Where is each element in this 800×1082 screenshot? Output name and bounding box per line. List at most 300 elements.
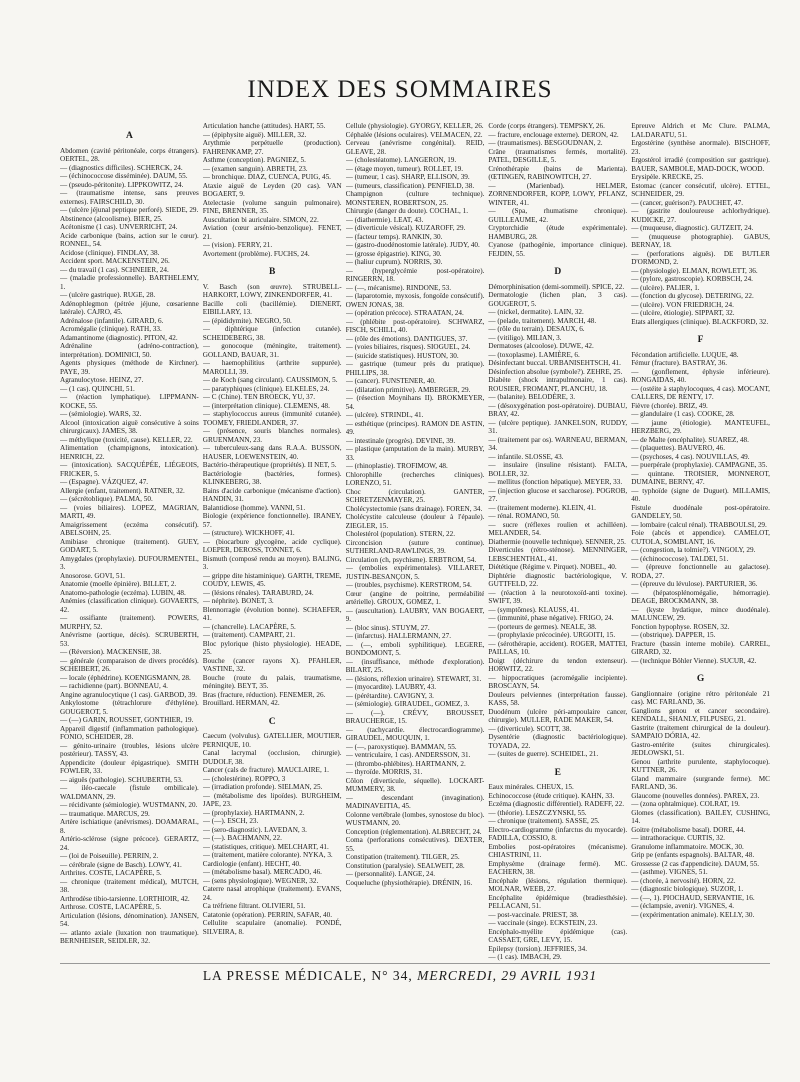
index-entry: Diphtérie diagnostic bactériologique, V. GUTTFELD, 22.: [488, 571, 628, 588]
index-entry: Bains d'acide carbonique (mécanisme d'action). HANDIN, 31.: [202, 486, 342, 503]
index-entry: Ganglions genou et cancer secondaire). KENDALL, SHANLY, FILPUSEG, 21.: [631, 706, 770, 723]
index-entry: Circoncision (suture continue). SUTHERLAND-RAWLINGS, 39.: [345, 538, 485, 555]
index-entry: V. Basch (son œuvre). STRUBELL-HARKORT, LOWY, ZINKENDORFER, 41.: [202, 282, 342, 299]
index-entry: — (pérétardite). CAVIGNY, 3.: [345, 691, 434, 700]
index-entry: Alcool (intoxication aiguë consécutive à soins chirurgicaux). JAMES, 38.: [60, 418, 199, 435]
index-entry: — rénal. ROMANO, 50.: [488, 512, 560, 520]
index-entry: Abdomen (cavité péritonéale, corps étrangers). OERTEL, 28.: [60, 146, 199, 163]
index-entry: — (cholestéatome). LANGERON, 19.: [345, 156, 457, 164]
index-entry: — (thrombo-phlébites). HARTMANN, 2.: [345, 759, 466, 768]
index-entry: Cyanose (pathogénie, importance clinique). FEJDIN, 55.: [488, 241, 628, 258]
index-entry: — (obstrique). DAPPER, 15.: [631, 631, 716, 639]
index-entry: Gastrite (traitement chirurgical de la douleur). SAMPAIO DÓRIA, 42.: [631, 723, 770, 740]
index-entry: Encéphale (lésions, régulation thermique). MOLNAR, WEEB, 27.: [488, 876, 628, 893]
index-entry: — (ulcère, étiologie). SIPPART, 32.: [631, 309, 735, 317]
index-entry: Fistule duodénale post-opératoire. GANDELEY, 50.: [631, 503, 770, 520]
index-entry: — (traitement, matière colorante). NYKA, 3.: [202, 851, 333, 859]
index-entry: Ganglionnaire (origine rétro péritonéale 21 cas). MC FARLAND, 36.: [631, 689, 770, 706]
index-entry: Fièvre (chorée). BRIZ, 49.: [631, 401, 708, 410]
index-entry: — (chorée, à nervosité). HORN, 22.: [631, 876, 736, 885]
index-entry: — (métabolisme basal). MERCADO, 46.: [202, 868, 322, 876]
index-entry: — bronchique. DIAZ, CUENCA, PUIG, 45.: [202, 173, 331, 181]
index-entry: — (rôle du terrain). DESAUX, 6.: [488, 325, 585, 333]
section-letter: C: [268, 716, 276, 727]
index-entry: — (résection Moynihans II). BROKMEYER, 54.: [345, 394, 485, 411]
index-entry: Adénophlegmon (pétrée jéjune, cœsarienne latérale). CAJRO, 45.: [60, 299, 199, 316]
index-entry: Cancer (cals de fracture). MAUCLAIRE, 1.: [202, 766, 329, 774]
index-entry: — (ulcère gastrique). RUGE, 28.: [60, 291, 156, 299]
index-entry: Catatonie (opération). PERRIN, SAFAR, 40.: [202, 910, 333, 919]
index-entry: — (vision). FERRY, 21.: [202, 241, 273, 249]
index-entry: — (haliur cuprum). NORRIS, 30.: [345, 258, 443, 266]
index-column: [60, 122, 199, 964]
index-entry: — (gastro-duodénostomie latérale). JUDY, 40.: [345, 241, 480, 249]
index-entry: — haemophilitius (arthrite suppurée). MAROLLI, 39.: [202, 359, 342, 376]
index-entry: — (vitiligo). MILIAN, 3.: [488, 333, 562, 342]
index-entry: — (—, paroxystique). BAMMAN, 55.: [345, 742, 457, 751]
index-entry: — (sérothérapie, accident). ROGER, MATTEI, PAILLAS, 10.: [488, 639, 628, 656]
index-column: [488, 122, 627, 964]
index-entry: Ca tréfriene filtrant. OLIVIERI, 51.: [202, 902, 306, 910]
index-entry: Atelectasie (volume sanguin pulmonaire). FINE, BRENNER, 35.: [202, 198, 342, 215]
index-entry: — (Espagne). VÁZQUEZ, 47.: [60, 478, 149, 486]
index-entry: Adamantinome (diagnostic). PITON, 42.: [60, 333, 178, 342]
index-entry: — intestinale (progrès). DEVINE, 39.: [345, 436, 456, 445]
index-entry: — (sécrétoblique). PALMA, 50.: [60, 495, 153, 503]
index-entry: — (diagnostic biologique). SUZOR, 1.: [631, 885, 744, 893]
index-entry: Glomes (classification). BAILEY, CUSHING, 14.: [631, 808, 770, 825]
index-entry: Fonction hypophyse. ROSEN, 32.: [631, 622, 730, 631]
index-entry: — (sero-diagnostic). LAVEDAN, 3.: [202, 825, 307, 834]
index-entry: Epilepsy (torsion). JEFFRIES, 34.: [488, 944, 588, 953]
index-entry: Glaucome (nouvelles données). PAREX, 23.: [631, 791, 760, 800]
index-entry: — (injection glucose et saccharose). POGROB, 27.: [488, 486, 628, 503]
index-entry: Dermatoses (alcoolose). DUWE, 42.: [488, 342, 594, 350]
index-entry: — (gastrite douloureuse achlorhydrique). KUDICKE, 27.: [631, 207, 770, 224]
index-entry: — rachidienne (part). BONNEAU, 4.: [60, 682, 168, 690]
index-entry: — (technique Böhler Vienne). SUCUR, 42.: [631, 656, 757, 665]
index-entry: Embolies post-opératoires (mécanisme). CHIASTRINI, 11.: [488, 842, 628, 859]
index-entry: — (zona ophtalmique). COLRAT, 19.: [631, 800, 740, 808]
index-entry: — (échinococcose). TALDEI, 51.: [631, 554, 729, 563]
index-entry: Granulome inflammatoire. MOCK, 30.: [631, 842, 744, 851]
index-entry: — générale (comparaison de divers procédés). SCHEIBERT, 26.: [60, 656, 199, 673]
index-entry: — (prophylaxie). HARTMANN, 2.: [202, 808, 305, 817]
index-entry: — (ulcère jéjunal peptique perforé). SIEDE, 29.: [60, 206, 199, 214]
index-entry: — (—, emboli syphilitique). LEGERE, BONDOMONT, 5.: [345, 640, 485, 657]
index-entry: — (statistiques, critique). MELCHART, 41.: [202, 842, 329, 851]
index-entry: — (bloc sinus). STUYM, 27.: [345, 623, 430, 632]
index-entry: Encéphalo-myélite épidémique (cas). CASSAET, GRE, LEVY, 15.: [488, 927, 628, 944]
index-entry: — (loi de Poiseuille). PERRIN, 2.: [60, 852, 159, 860]
index-entry: — (réaction à la neurotoxoïd-anti toxine). SWIFT, 39.: [488, 588, 628, 605]
index-entry: — (sémiologie). WARS, 32.: [60, 410, 142, 418]
index-entry: Ergostérol irradié (composition sur gastrique). BAUER, SAMBOLE, MAD-DOCK, WOOD.: [631, 156, 770, 173]
index-entry: — (hyperglycémie post-opératoire). RINGERRN, 18.: [345, 266, 485, 283]
index-entry: Acromégalie (clinique). RATH, 33.: [60, 325, 162, 333]
index-entry: — puerpérale (prophylaxie). CAMPAGNE, 35.: [631, 461, 768, 469]
index-entry: Eaux minérales. CHEUX, 15.: [488, 783, 574, 791]
index-entry: — (symptômes). KLAUSS, 41.: [488, 605, 580, 614]
index-entry: Corde (corps étrangers). TEMPSKY, 26.: [488, 122, 605, 130]
index-entry: Anatomo-pathologie (eczéma). LUBIN, 48.: [60, 588, 186, 597]
index-entry: — (traumatisme intense, sans preuves externes). FAIRSCHILD, 30.: [60, 189, 199, 206]
index-entry: — (congestion, la tolmie?). VINGOLY, 29.: [631, 546, 756, 554]
index-entry: Constitution (paralysie). SEALWEIT, 28.: [345, 861, 465, 870]
index-entry: — grippe dite histaminique). GARTH, TREME, COUDY, LEWIS, 45.: [202, 571, 342, 588]
index-entry: — néphrite). BONET, 3.: [202, 597, 274, 605]
index-entry: Biologie (expérience fonctionnelle). IRANEY, 57.: [202, 512, 342, 529]
index-entry: — (auscultation). LAUBRY, VAN BOGAERT, 9.: [345, 606, 485, 623]
index-entry: Foie (abcès et appendice). CAMELOT, CUTOLA, SOMBLANT, 16.: [631, 529, 770, 546]
index-entry: — (grosse épigastrie). KING, 30.: [345, 249, 442, 258]
index-entry: — (maladie professionnelle). BARTHELEMY, 1.: [60, 274, 199, 291]
index-entry: — (examen sanguin). ABRETH, 23.: [202, 164, 308, 173]
index-entry: — mellitus (fonction hépatique). MEYER, 33.: [488, 478, 623, 486]
index-entry: — thyroïde. MORRIS, 31.: [345, 768, 423, 776]
index-entry: Caterre nasal atrophique (traitement). EVANS, 24.: [202, 885, 342, 902]
index-entry: — lombaire (calcul rénal). TRABBOULSI, 29.: [631, 520, 767, 529]
index-entry: Côlon (diverticule, séquelle). LOCKART-MUMMERY, 38.: [345, 776, 485, 793]
index-entry: Constipation (traitement). TILGER, 25.: [345, 853, 460, 861]
index-entry: Anémies (classification clinique). GOVAERTS, 42.: [60, 597, 199, 614]
index-entry: — (expérimentation animale). KELLY, 30.: [631, 910, 755, 919]
index-entry: Amaigrissement (eczéma consécutif). ABELSOHN, 25.: [60, 520, 199, 537]
index-entry: — fracture, enclouage externe). DERON, 42.: [488, 130, 619, 139]
index-entry: Coqueluche (physiothérapie). DRÉNIN, 16.: [345, 878, 473, 887]
page-title: INDEX DES SOMMAIRES: [247, 76, 553, 103]
index-entry: Dysentérie (diagnostic bactériologique). TOYADA, 22.: [488, 733, 628, 750]
index-entry: — vaccinale (singe). ECKSTEIN, 23.: [488, 919, 598, 927]
index-entry: Auscultation bi auriculaire. SIMON, 22.: [202, 215, 319, 224]
index-entry: Abstinence (alcoolisme). BIER, 25.: [60, 214, 163, 223]
index-entry: Acétonisme (1 cas). UNVERRICHT, 24.: [60, 223, 178, 231]
index-entry: — (irradiation profonde). SIELMAN, 25.: [202, 783, 323, 791]
index-entry: Chlorophille (recherches cliniques). LORENZO, 51.: [345, 470, 485, 487]
index-entry: — (traitement moderne). KLEIN, 41.: [488, 503, 596, 512]
index-entry: — (traitement). CAMPART, 21.: [202, 631, 295, 639]
page-footer: [0, 968, 800, 984]
index-entry: — (théorie). LESZCZYNSKI, 55.: [488, 808, 587, 817]
index-entry: — (physiologie). ELMAN, ROWLETT, 36.: [631, 266, 758, 275]
index-entry: — (—). CRÉVY, BROUSSET, BRAUCHERGE, 15.: [345, 708, 485, 725]
index-entry: — (tumeurs, classification). PENFIELD, 38.: [345, 181, 475, 190]
index-entry: Cellulite scapulaire (anomalie). PONDÉ, SILVEIRA, 8.: [202, 919, 342, 936]
index-entry: Bras (fracture, réduction). FENEMER, 26.: [202, 690, 326, 699]
index-entry: — (—). BACHMANN, 22.: [202, 834, 282, 842]
index-entry: — (porteurs de germes). NEALE, 38.: [488, 622, 597, 631]
index-entry: Adrénalose (infantile). GIRARD, 6.: [60, 316, 164, 325]
index-entry: — (perforations aiguës). DE BUTLER D'ORMOND, 2.: [631, 249, 770, 266]
index-entry: — (épreuve du lévulose). PARTURIER, 36.: [631, 580, 758, 588]
index-entry: — (chancrelle). LACAPÈRE, 5.: [202, 622, 296, 631]
index-entry: — (traumatismes). BESGOUDNAN, 2.: [488, 139, 603, 147]
index-entry: — (épididymite). NEGRO, 50.: [202, 316, 292, 325]
index-entry: — (épreuve fonctionnelle au galactose). RODA, 27.: [631, 563, 770, 580]
index-entry: Diététique (Régime v. Pirquet). NOBEL, 40.: [488, 563, 617, 571]
index-entry: Aviation (cœur arsénio-benzolique). FENET, 21.: [202, 224, 342, 241]
index-entry: — génito-urinaire (troubles, lésions ulcère postérieur). TASSY, 43.: [60, 741, 199, 758]
index-entry: Cellule (physiologie). GYORGY, KELLER, 26.: [345, 122, 484, 130]
index-entry: — (désoxygénation post-opératoire). DUBIAU, BRAY, 42.: [488, 401, 628, 418]
index-column: [631, 122, 770, 964]
index-entry: Artério-sclérose (signe précoce). GERARTZ, 24.: [60, 835, 199, 852]
index-entry: Erysipèle. KRECKE, 25.: [631, 173, 704, 181]
index-entry: Bactério-thérapeutique (propriétés). II NET, 5.: [202, 461, 337, 469]
index-entry: — (métabolisme des lipoïdes). BURGHEIM, JAPE, 23.: [202, 791, 342, 808]
index-entry: — hippocratiques (acromégalie incipiente). BROSCAYN, 54.: [488, 673, 628, 690]
section-letter: F: [697, 335, 704, 345]
index-entry: — (réaction lymphatique). LIPPMANN-KOCKE, 55.: [60, 393, 199, 410]
index-entry: — staphylococcus aureus (immunité cutanée). TOOMEY, FRIEDLANDER, 37.: [202, 410, 342, 427]
index-entry: — plastique (amputation de la main). MURBY, 33.: [345, 445, 485, 462]
index-entry: Diabète (shock intrapulmonaire, 1 cas). ROUSIER, FROMANT, PLANCHU, 18.: [488, 376, 628, 393]
index-entry: Acidose (clinique). FINDLAY, 38.: [60, 248, 160, 257]
index-entry: Cryptorchidie (étude expérimentale). HAMBURG, 28.: [488, 224, 628, 241]
index-entry: Champignon (culture technique). MONSTEREN, ROBERTSON, 25.: [345, 190, 485, 207]
index-entry: — (lésions rénales). TARABURD, 24.: [202, 588, 314, 597]
index-entry: — (hépatosplénomégalie, hémorragie). DEAGE, BROCKMANN, 38.: [631, 588, 770, 605]
index-entry: — (pelade, traitement). MARCH, 48.: [488, 316, 597, 325]
index-entry: Cardiologie (enfant). HECHT, 40.: [202, 859, 301, 868]
index-entry: — (—, 1). PIOCHAUD, SERVANTIE, 16.: [631, 893, 755, 902]
index-entry: — paratyphiques (clinique). ELKELES, 24.: [202, 384, 330, 393]
index-entry: Circulation (ch, psychisme). ERBTROM, 54.: [345, 555, 477, 564]
index-entry: — (cholestérine). ROPPO, 3: [202, 774, 286, 783]
index-entry: Anévrisme (aortique, décès). SCRUBERTH, 53.: [60, 631, 199, 648]
index-entry: — (voies biliaires). LOPEZ, MAGRIAN, MARTI, 49.: [60, 503, 199, 520]
section-letter: B: [269, 267, 276, 277]
index-entry: — iléo-caecale (fistule ombilicale). WALDMANN, 29.: [60, 784, 199, 801]
index-entry: — (troubles, psychisme). KERSTROM, 54.: [345, 581, 472, 589]
index-entry: — (—). ESCH, 23.: [202, 817, 259, 825]
index-entry: Electro-cardiogramme (infarctus du myocarde). FADILLA, COSSIO, 8.: [488, 825, 628, 842]
index-entry: — (balanite). BELODÈRE, 3.: [488, 393, 576, 401]
index-entry: — (Spa, rhumatisme chronique). GUILLEAUME, 42.: [488, 207, 628, 224]
index-entry: — (nickel, dermatite). LAIN, 32.: [488, 308, 584, 316]
index-entry: — (facteur temps). RANKIN, 30.: [345, 232, 443, 241]
section-letter: D: [554, 267, 562, 277]
index-entry: — (pseudo-péritonite). LIPPKOWITZ, 24.: [60, 180, 184, 189]
index-entry: Emphysème (drainage fermé). MC. EACHERN, 38.: [488, 859, 628, 876]
index-entry: — (laparotomie, myxosis, fongoïde consécutif). OWEN JONAS, 38.: [345, 292, 485, 309]
index-column: [346, 122, 485, 964]
index-entry: Artère ischiatique (anévrismes). DOAMARAL, 8.: [60, 818, 199, 835]
index-entry: — (échinococcose disséminée). DAUM, 55.: [60, 172, 188, 180]
index-entry: — du travail (1 cas). SCHNEIER, 24.: [60, 265, 169, 274]
index-entry: Désinfection absolue (symbole?). ZEHRE, 25.: [488, 367, 623, 376]
index-entry: Cholestérol (population). STERN, 22.: [345, 530, 455, 538]
index-entry: Cœur (angine de poitrine, perméabilité artérielle). GROUX, GOMEZ, 1.: [345, 589, 485, 606]
index-entry: — (suicide statistiques). HUSTON, 30.: [345, 351, 459, 360]
index-entry: — (Réversion). MACKENSIE, 38.: [60, 648, 162, 656]
index-entry: Alimentation (champignons, intoxication). HENRICH, 22.: [60, 444, 199, 461]
index-entry: Crâne (traumatismes fermés, mortalité). PATEL, DESGILLE, 5.: [488, 147, 628, 164]
index-entry: Bacille coli (bacillémie). DIENERT, EIBILLARY, 13.: [202, 299, 342, 316]
index-entry: — traumatique. MARCUS, 29.: [60, 809, 150, 818]
index-entry: — de Malte (encéphalite). SUAREZ, 48.: [631, 435, 749, 444]
index-entry: — locale (éphédrine). KOENIGSMANN, 28.: [60, 673, 191, 682]
index-entry: — (—, mécanisme). RINDONE, 53.: [345, 283, 451, 292]
index-entry: — (psychoses, 4 cas). NOUVILLAS, 49.: [631, 452, 750, 461]
index-entry: — glandulaire (1 cas). COOKE, 28.: [631, 410, 735, 418]
index-entry: — chronique (traitement médical), MUTCH, 38.: [60, 877, 199, 894]
index-entry: — (1 cas). QUINCHI, 51.: [60, 384, 135, 393]
index-entry: Etats allergiques (clinique). BLACKFORD, 32.: [631, 317, 769, 326]
index-entry: Asthme (conception). PAGNIEZ, 5.: [202, 156, 306, 164]
index-entry: Angine agranulocytique (1 cas). GARBOD, 39.: [60, 690, 197, 699]
index-entry: — aiguës (pathologie). SCHUBERTH, 53.: [60, 775, 183, 784]
index-entry: Cholécystectomie (sans drainage). FOREN, 34.: [345, 504, 483, 513]
index-entry: Démorphinisation (demi-sommeil). SPICE, 22.: [488, 282, 625, 291]
index-entry: — (fonction du glycose). DETERING, 22.: [631, 292, 754, 300]
index-entry: — (structure). WICKHOFF, 41.: [202, 529, 295, 537]
index-entry: Ergostérine (synthèse anormale). BISCHOFF, 23.: [631, 139, 770, 156]
index-entry: — (rôle des émotions). DANTIGUES, 37.: [345, 334, 468, 343]
index-entry: Balantidiose (homme). VANNI, 51.: [202, 503, 306, 512]
index-entry: Amygdales (prophylaxie). DUFOURMENTEL, 3.: [60, 554, 199, 571]
index-entry: — (personnalité). LANGE, 24.: [345, 870, 436, 878]
index-entry: Duodénum (ulcère péri-ampoulaire cancer, chirurgie). MULLER, RADE MAKER, 54.: [488, 707, 628, 724]
section-letter: E: [554, 767, 561, 778]
index-entry: Fémur (fracture). BASTRAY, 36.: [631, 359, 728, 367]
index-entry: Epreuve Aldrich et Mc Clure. PALMA, LALDARATU, 51.: [631, 122, 770, 139]
index-entry: — esthétique (principes). RAMON DE ASTIN, 49.: [345, 419, 485, 436]
index-entry: Fécondation artificielle. LUQUE, 48.: [631, 350, 739, 359]
index-entry: — quintane. TROISIER, MONNEROT, DUMAINE, BERNY, 47.: [631, 469, 770, 486]
index-entry: — (pylore, gastroscopie). KORBSCH, 24.: [631, 275, 753, 283]
index-entry: — (ulcère). PALIER, 1.: [631, 283, 700, 292]
index-entry: — typhoïde (signe de Duguet). MILLAMIS, 40.: [631, 486, 770, 503]
section-letter: G: [696, 674, 705, 684]
index-entry: Coma (perforations consécutives). DEXTER, 55.: [345, 836, 485, 853]
index-entry: Agents physiques (méthode de Kirchner). PAYE, 39.: [60, 359, 199, 376]
index-entry: Encéphalite épidémique (bradiesthésie). PELLACANI, 51.: [488, 893, 628, 910]
index-entry: Gastro-entérite (suites chirurgicales). JEDLOWSKI, 51.: [631, 740, 770, 757]
index-entry: — (interprétation clinique). CLEMENS, 48.: [202, 401, 330, 410]
index-entry: Arthrites. COSTE, LACAPÈRE, 5.: [60, 869, 162, 877]
index-entry: — (myocardite). LAUBRY, 43.: [345, 683, 437, 691]
index-entry: — (diagnostics difficiles). SCHERCK, 24.: [60, 163, 183, 172]
index-entry: — (asthme). VIGNES, 51.: [631, 868, 708, 876]
index-entry: — (muqueuse, diagnostic). GUTZEIT, 24.: [631, 224, 754, 232]
index-entry: — ventriculaire, 1 cas). ANDERSSON, 31.: [345, 751, 471, 759]
index-entry: Anatomie (moelle épinière). BILLET, 2.: [60, 580, 177, 588]
index-entry: — (éclampsie, avenir). VIGNES, 4.: [631, 902, 735, 910]
index-entry: — (opération précoce). STRAATAN, 24.: [345, 309, 464, 317]
index-entry: — (gonflement, éphysie inférieure). RONGAIDAS, 40.: [631, 367, 770, 384]
index-entry: Canal lacrymal (occlusion, chirurgie). DUDOLF, 38.: [202, 749, 342, 766]
index-entry: — infantile. SLOSSE, 43.: [488, 452, 564, 461]
index-entry: Echinococcose (étude critique). KAHN, 33.: [488, 791, 615, 800]
index-entry: — (diathermie). LEAT, 43.: [345, 215, 424, 224]
index-entry: Articulation (lésions, dénomination). JANSEN, 54.: [60, 911, 199, 928]
index-entry: Cerveau (anévrisme congénital). REID, GLEAVE, 28.: [345, 139, 485, 156]
section-letter: A: [125, 131, 133, 141]
index-entry: Avortement (problème). FUCHS, 24.: [202, 249, 310, 258]
index-entry: — (diverticule). SCOTT, 38.: [488, 724, 572, 733]
index-entry: Brouillard. HERMAN, 42.: [202, 699, 280, 707]
index-entry: — (lésions, réflexion urinaire). STEWART, 31.: [345, 674, 482, 683]
index-entry: — de Koch (sang circulant). CAUSSIMON, 5.: [202, 376, 338, 384]
index-entry: — (plaquettes). BAUVERO, 46.: [631, 444, 726, 452]
index-entry: Douleurs pelviennes (interprétation fausse). KASS, 58.: [488, 690, 628, 707]
index-entry: Adrénaline (adréno-contraction), interprétation). DOMINICI, 50.: [60, 342, 199, 359]
index-entry: Cholécystite calculeuse (douleur à l'épaule). ZIEGLER, 15.: [345, 513, 485, 530]
index-entry: — insulaire (insuline résistant). FALTA, BOLLER, 32.: [488, 461, 628, 478]
index-entry: — (ulcère). STRINDL, 41.: [345, 411, 424, 419]
index-entry: Grip pe (enfants espagnols). BALTAR, 48.: [631, 851, 755, 859]
index-entry: Crénothérapie (bains de Marienta). (ŒTINGEN, RABINOWITCH, 27.: [488, 164, 628, 181]
index-entry: — (infarctus). HALLERMANN, 27.: [345, 632, 451, 640]
index-entry: — (ulcère). VON FRIEDRICH, 24.: [631, 300, 734, 309]
index-entry: Diverticules (rétro-sténose). MENNINGER, LEBSCHENTHAL, 41.: [488, 546, 628, 563]
index-entry: — (épiphysite aiguë). MILLER, 32.: [202, 130, 307, 139]
index-entry: Appareil digestif (inflammation pathologique). FONIO, SCHEIDER, 28.: [60, 724, 199, 741]
index-entry: — (rhinoplastie). TROFIMOW, 48.: [345, 462, 448, 470]
index-entry: — sucre (réflexes roulien et achilléen). MELANDER, 54.: [488, 520, 628, 537]
index-entry: — (sémiologie). GIRAUDEL, GOMEZ, 3.: [345, 700, 470, 708]
index-entry: Eczéma (diagnostic différentiel). RADEFF, 22.: [488, 800, 625, 808]
index-entry: Arthrodèse tibio-tarsienne. LORTHIOIR, 42.: [60, 894, 190, 903]
index-entry: — (prophylaxie précocinée). URGOITI, 15.: [488, 631, 616, 639]
index-entry: — (insuffisance, méthode d'exploration). BILART, 25.: [345, 657, 485, 674]
index-entry: Colonne vertébrale (lombes, synostose du bloc). WUSTMANN, 20.: [345, 810, 485, 827]
index-entry: — chronique (traitement). SASSE, 25.: [488, 817, 600, 825]
index-entry: Arythmie perpétuelle (production). FAHRENKAMP, 27.: [202, 139, 342, 156]
index-entry: — (Marienbad). HELMER, ZORNENDORFER, KOPP, LOWY, PFLANZ, WINTER, 41.: [488, 181, 628, 207]
index-entry: — (présence, souris blanches normales). GRUENMANN, 23.: [202, 427, 342, 444]
index-entry: Caecum (volvulus). GATELLIER, MOUTIER, PERNIQUE, 10.: [202, 732, 342, 749]
index-entry: Anosorose. GOVI, 51.: [60, 571, 125, 580]
index-entry: Agranulocytose. HEINZ, 27.: [60, 376, 144, 384]
index-entry: Estomac (cancer consécutif, ulcère). ETTEL, SCHNEIDER, 29.: [631, 181, 770, 198]
index-entry: — post-vaccinale. PRIEST, 38.: [488, 910, 579, 919]
index-entry: Diathermie (nouvelle technique). SENNER, 25.: [488, 537, 626, 546]
index-entry: — (phlébite post-opératoire). SCHWARZ, FISCH, SCHILL, 40.: [345, 317, 485, 334]
index-entry: Ankylostome (tétrachlorure d'éthylène). GOUGEROT, 5.: [60, 699, 199, 716]
index-entry: Grossesse (2 cas d'appendicite). DAUM, 55.: [631, 859, 760, 868]
footer-rule: [60, 963, 770, 964]
index-entry: Goitre (métabolisme basal). DORE, 44.: [631, 825, 746, 834]
index-entry: — intrathoracique. CURTIS, 32.: [631, 834, 725, 842]
index-entry: Fracture (bassin interne mobile). CARREL, GIRARD, 32.: [631, 639, 770, 656]
index-entry: Bismuth (composé rendu au moyen). BALING, 3.: [202, 554, 342, 571]
index-entry: Arthrose. COSTE, LACAPÈRE, 5.: [60, 903, 162, 911]
index-entry: — (muqueuse photographie). GABUS, BERNAY, 18.: [631, 232, 770, 249]
index-entry: Conception (réglementation). ALBRECHT, 24.: [345, 827, 482, 836]
index-entry: — (dilatation primitive). AMBERGER, 29.: [345, 385, 471, 394]
index-entry: Dermatologie (lichen plan, 3 cas). GOUGEROT, 5.: [488, 291, 628, 308]
index-entry: — gastrique (tumeur près du pratique). PHILLIPS, 38.: [345, 360, 485, 377]
index-entry: — (suites de guerre). SCHEIDEL, 21.: [488, 750, 599, 758]
index-entry: — (ulcère peptique). JANKELSON, RUDDY, 31.: [488, 418, 628, 435]
index-entry: — tuberculeux-sang dans R.A.A. BUSSON, HAUSER, LOEWENSTEIN, 40.: [202, 444, 342, 461]
index-columns: [60, 122, 770, 964]
index-entry: — (traitement par os). WARNEAU, BERMAN, 34.: [488, 435, 628, 452]
index-entry: Bloc pylorique (histo physiologie). HEADE, 25.: [202, 639, 342, 656]
index-entry: Genou (arthrite purulente, staphylocoque). KUTTNER, 26.: [631, 757, 770, 774]
index-entry: Bactériologie (bactéries, formes). KLINKEBERG, 38.: [202, 469, 342, 486]
index-entry: — (tumeur, 1 cas). SHARP, ELLISON, 39.: [345, 173, 470, 181]
index-entry: — (cancer, guérison?). PAUCHET, 47.: [631, 198, 744, 207]
index-entry: — diphtérique (infection cutanée). SCHEIDEBERG, 38.: [202, 325, 342, 342]
index-entry: — (cancer). FUNSTENER, 40.: [345, 377, 436, 385]
index-entry: Chirurgie (danger du doute). COCHAL, 1.: [345, 207, 469, 215]
index-entry: — méthylique (toxicité, cause). KELLER, 22.: [60, 435, 193, 444]
index-entry: — ossifiante (traitement). POWERS, MURPHY, 52.: [60, 614, 199, 631]
index-entry: Gland mammaire (surgrande ferme). MC FARLAND, 36.: [631, 774, 770, 791]
